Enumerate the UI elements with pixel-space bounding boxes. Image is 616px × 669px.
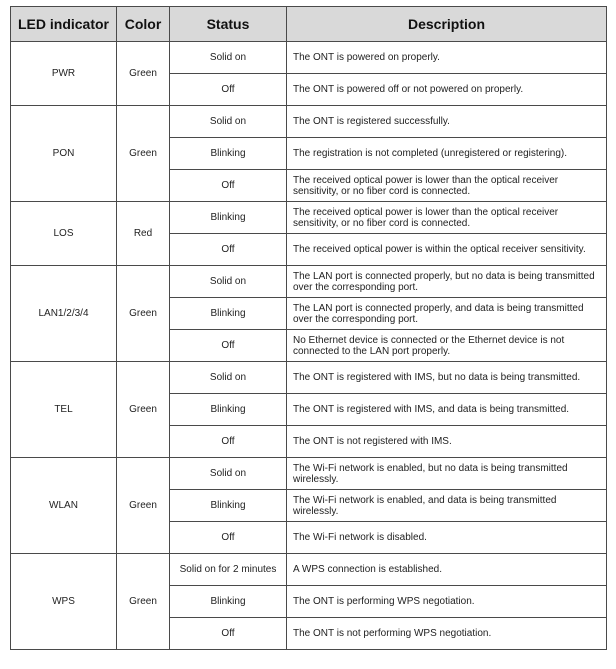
- status-cell: Blinking: [170, 138, 287, 170]
- led-color-cell: Green: [117, 458, 170, 554]
- led-name-cell: LAN1/2/3/4: [11, 266, 117, 362]
- led-name-cell: LOS: [11, 202, 117, 266]
- led-color-cell: Green: [117, 42, 170, 106]
- table-row: [11, 362, 607, 394]
- status-cell: Blinking: [170, 298, 287, 330]
- status-cell: Off: [170, 522, 287, 554]
- status-cell: Solid on: [170, 266, 287, 298]
- table-row: [11, 202, 607, 234]
- header-color: Color: [117, 7, 170, 42]
- status-cell: Solid on: [170, 362, 287, 394]
- led-indicator-table: [10, 6, 607, 650]
- description-cell: The ONT is not performing WPS negotiation.: [287, 618, 607, 650]
- status-cell: Off: [170, 426, 287, 458]
- description-cell: The ONT is registered successfully.: [287, 106, 607, 138]
- description-cell: The received optical power is lower than the optical receiver sensitivity, or no fiber cord is connected.: [287, 170, 607, 202]
- status-cell: Solid on for 2 minutes: [170, 554, 287, 586]
- led-color-cell: Green: [117, 362, 170, 458]
- status-cell: Blinking: [170, 394, 287, 426]
- table-row: [11, 458, 607, 490]
- table-row: [11, 42, 607, 74]
- description-cell: The ONT is powered on properly.: [287, 42, 607, 74]
- description-cell: The LAN port is connected properly, and data is being transmitted over the corresponding port.: [287, 298, 607, 330]
- status-cell: Off: [170, 618, 287, 650]
- led-name-cell: WLAN: [11, 458, 117, 554]
- status-cell: Off: [170, 74, 287, 106]
- led-color-cell: Green: [117, 266, 170, 362]
- status-cell: Off: [170, 234, 287, 266]
- led-color-cell: Green: [117, 106, 170, 202]
- description-cell: The ONT is performing WPS negotiation.: [287, 586, 607, 618]
- status-cell: Solid on: [170, 42, 287, 74]
- status-cell: Off: [170, 330, 287, 362]
- led-name-cell: PWR: [11, 42, 117, 106]
- description-cell: The ONT is powered off or not powered on properly.: [287, 74, 607, 106]
- status-cell: Blinking: [170, 490, 287, 522]
- header-row: [11, 7, 607, 42]
- led-name-cell: WPS: [11, 554, 117, 650]
- status-cell: Blinking: [170, 586, 287, 618]
- description-cell: The received optical power is within the optical receiver sensitivity.: [287, 234, 607, 266]
- header-status: Status: [170, 7, 287, 42]
- description-cell: The ONT is registered with IMS, and data is being transmitted.: [287, 394, 607, 426]
- description-cell: No Ethernet device is connected or the Ethernet device is not connected to the LAN port properly.: [287, 330, 607, 362]
- description-cell: The registration is not completed (unregistered or registering).: [287, 138, 607, 170]
- table-row: [11, 106, 607, 138]
- header-description: Description: [287, 7, 607, 42]
- description-cell: The ONT is registered with IMS, but no data is being transmitted.: [287, 362, 607, 394]
- description-cell: The Wi-Fi network is enabled, and data is being transmitted wirelessly.: [287, 490, 607, 522]
- led-color-cell: Green: [117, 554, 170, 650]
- status-cell: Solid on: [170, 106, 287, 138]
- table-row: [11, 554, 607, 586]
- status-cell: Blinking: [170, 202, 287, 234]
- led-name-cell: TEL: [11, 362, 117, 458]
- table-row: [11, 266, 607, 298]
- led-color-cell: Red: [117, 202, 170, 266]
- led-name-cell: PON: [11, 106, 117, 202]
- status-cell: Off: [170, 170, 287, 202]
- description-cell: A WPS connection is established.: [287, 554, 607, 586]
- description-cell: The Wi-Fi network is disabled.: [287, 522, 607, 554]
- description-cell: The ONT is not registered with IMS.: [287, 426, 607, 458]
- status-cell: Solid on: [170, 458, 287, 490]
- header-led-indicator: LED indicator: [11, 7, 117, 42]
- description-cell: The LAN port is connected properly, but no data is being transmitted over the corresponding port.: [287, 266, 607, 298]
- description-cell: The received optical power is lower than the optical receiver sensitivity, or no fiber cord is connected.: [287, 202, 607, 234]
- description-cell: The Wi-Fi network is enabled, but no data is being transmitted wirelessly.: [287, 458, 607, 490]
